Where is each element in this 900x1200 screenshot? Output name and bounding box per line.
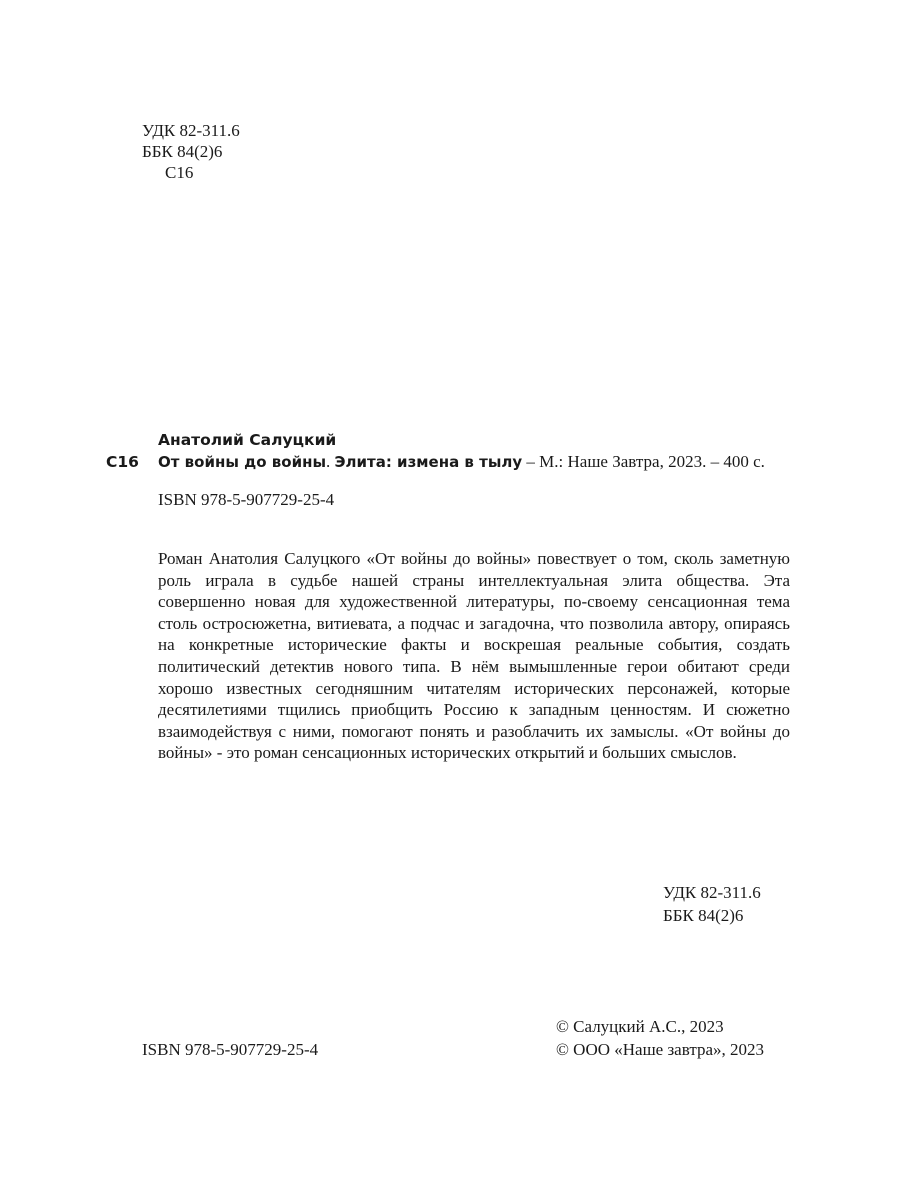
isbn-footer: ISBN 978-5-907729-25-4 — [142, 1040, 319, 1059]
bbk-index-top: ББК 84(2)6 — [142, 142, 223, 161]
imprint-details: – М.: Наше Завтра, 2023. – 400 с. — [522, 452, 765, 471]
bbk-index-bottom: ББК 84(2)6 — [663, 906, 744, 925]
annotation-text: Роман Анатолия Салуцкого «От войны до войны» повествует о том, сколь заметную роль играла в судьбе нашей страны интеллектуальная элита общества. Эта совершенно новая для художественной литературы, по-своему сенсационная тема столь остросюжетна, витиевата, а подчас и загадочна, что позволила автору, опираясь на конкретные исторические факты и воскрешая реальные события, создать политический детектив нового типа. В нём вымышленные герои обитают среди хорошо известных сегодняшним читателям исторических персонажей, которые десятилетиями тщились приобщить Россию к западным ценностям. И сюжетно взаимодействуя с ними, помогают понять и разоблачить их замыслы. «От войны до войны» - это роман сенсационных исторических открытий и больших смыслов. — [158, 549, 790, 763]
cutter-mark-top: С16 — [165, 163, 194, 182]
annotation — [158, 548, 790, 764]
author-name: Анатолий Салуцкий — [158, 431, 337, 449]
udk-index-bottom: УДК 82-311.6 — [663, 883, 761, 902]
title-separator: . — [326, 452, 335, 471]
isbn-record: ISBN 978-5-907729-25-4 — [158, 490, 335, 509]
title-line — [158, 452, 765, 472]
copyright-publisher: © ООО «Наше завтра», 2023 — [556, 1040, 765, 1059]
book-subtitle: Элита: измена в тылу — [334, 453, 523, 471]
cutter-mark-record: С16 — [106, 453, 139, 471]
copyright-author: © Салуцкий А.С., 2023 — [556, 1017, 724, 1036]
book-title: От войны до войны — [158, 453, 327, 471]
udk-index-top: УДК 82-311.6 — [142, 121, 240, 140]
